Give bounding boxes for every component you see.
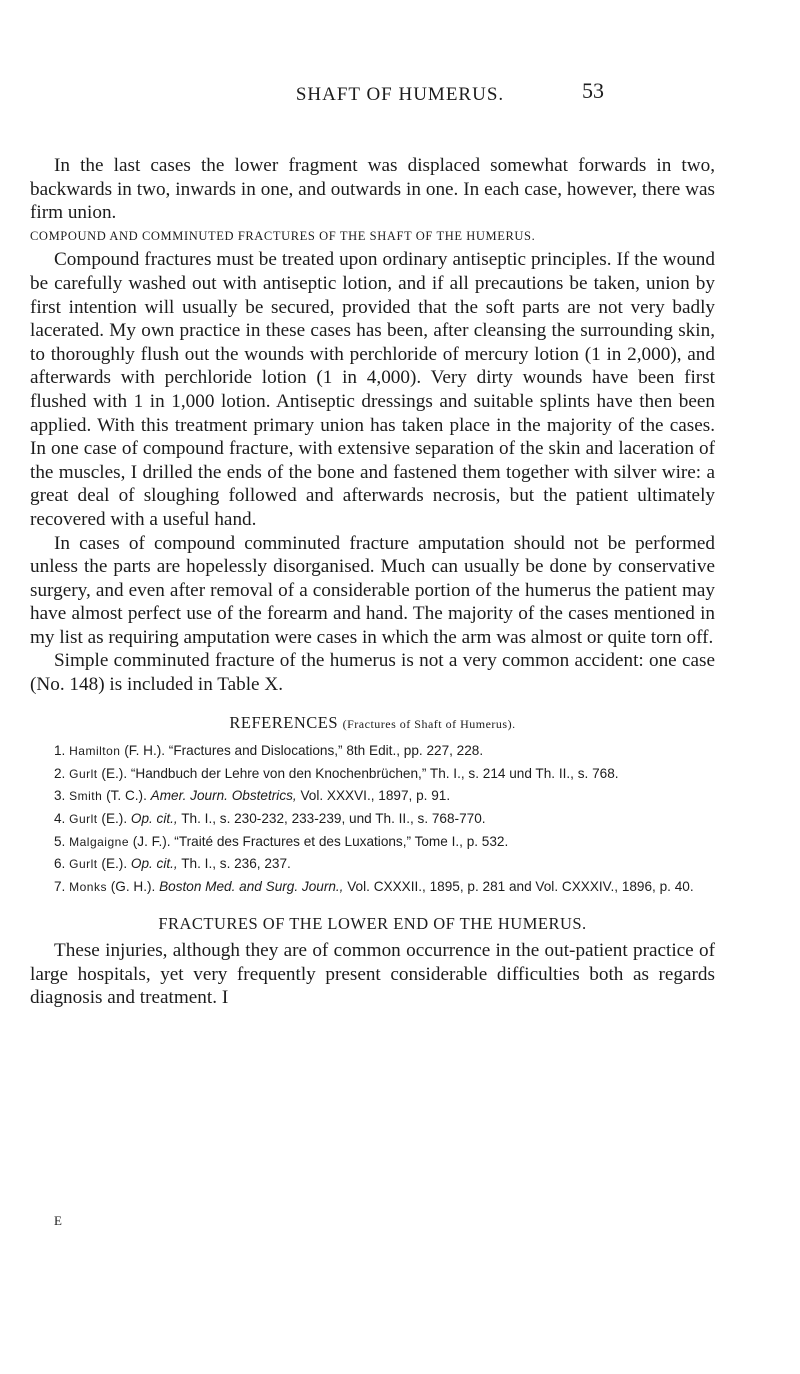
reference-author: Smith — [69, 789, 103, 804]
reference-author: Gurlt — [69, 812, 98, 827]
reference-journal: Boston Med. and Surg. Journ., — [159, 878, 344, 894]
reference-journal: Amer. Journ. Obstetrics, — [150, 788, 297, 804]
signature-mark: E — [54, 1213, 62, 1228]
reference-journal: Op. cit., — [130, 811, 178, 827]
reference-item: 4. Gurlt (E.). Op. cit., Th. I., s. 230-232, 233-239, und Th. II., s. 768-770. — [54, 811, 486, 827]
reference-author: Monks — [69, 879, 107, 894]
page-number: 53 — [582, 78, 604, 103]
compound-paragraph: Compound fractures must be treated upon ordinary antiseptic principles. If the wound be carefully washed out with antiseptic lotion, and if all precautions be taken, union by first intention will usually be secured, provided that the soft parts are not very badly lacerated. My own practice in these cases has been, after cleansing the surrounding skin, to thoroughly flush out the wounds with perchloride of mercury lotion (1 in 2,000), and afterwards with perchloride lotion (1 in 4,000). Very dirty wounds have been first flushed with 1 in 1,000 lotion. Antiseptic dressings and suitable splints have then been applied. With this treatment primary union has taken place in the majority of the cases. In one case of compound fracture, with extensive separation of the skin and laceration of the muscles, I drilled the ends of the bone and fastened them together with silver wire: a great deal of sloughing followed and afterwards necrosis, but the patient ultimately recovered with a useful hand. — [30, 249, 715, 530]
references-title-main: REFERENCES — [229, 712, 338, 732]
running-head: SHAFT OF HUMERUS. — [295, 84, 505, 105]
reference-item: 3. Smith (T. C.). Amer. Journ. Obstetrics, Vol. XXXVI., 1897, p. 91. — [54, 788, 451, 804]
reference-author: Gurlt — [69, 766, 98, 781]
compound-heading: COMPOUND AND COMMINUTED FRACTURES OF THE SHAFT OF THE HUMERUS. — [30, 228, 536, 243]
reference-item: 1. Hamilton (F. H.). “Fractures and Dislocations,” 8th Edit., pp. 227, 228. — [54, 743, 484, 759]
comminuted-paragraph: In cases of compound comminuted fracture amputation should not be performed unless the parts are hopelessly disorganised. Much can usually be done by conservative surgery, and even after removal of a considerable portion of the humerus the patient may have almost perfect use of the forearm and hand. The majority of the cases mentioned in my list as requiring amputation were cases in which the arm was almost or quite torn off. — [30, 532, 715, 648]
simple-paragraph: Simple comminuted fracture of the humerus is not a very common accident: one case (No. 148) is included in Table X. — [30, 650, 715, 696]
intro-paragraph: In the last cases the lower fragment was displaced somewhat forwards in two, backwards in two, inwards in one, and outwards in one. In each case, however, there was firm union. — [30, 155, 715, 224]
reference-journal: Op. cit., — [130, 856, 178, 872]
reference-author: Gurlt — [69, 857, 98, 872]
lower-end-paragraph: These injuries, although they are of common occurrence in the out-patient practice of large hospitals, yet very frequently present considerable difficulties both as regards diagnosis and treatment. I — [30, 940, 715, 1009]
reference-author: Malgaigne — [69, 834, 129, 849]
lower-end-heading: FRACTURES OF THE LOWER END OF THE HUMERUS. — [158, 914, 587, 934]
references-title — [30, 711, 715, 737]
reference-item: 5. Malgaigne (J. F.). “Traité des Fractures et des Luxations,” Tome I., p. 532. — [54, 833, 509, 849]
reference-item: 7. Monks (G. H.). Boston Med. and Surg. Journ., Vol. CXXXII., 1895, p. 281 and Vol. CXXXIV., 1896, p. 40. — [54, 878, 694, 894]
body-text — [30, 154, 715, 1010]
references-list — [30, 740, 715, 898]
reference-author: Hamilton — [69, 744, 121, 759]
reference-item: 6. Gurlt (E.). Op. cit., Th. I., s. 236, 237. — [54, 856, 291, 872]
reference-item: 2. Gurlt (E.). “Handbuch der Lehre von den Knochenbrüchen,” Th. I., s. 214 und Th. II., s. 768. — [54, 765, 619, 781]
references-title-sub: (Fractures of Shaft of Humerus). — [342, 716, 516, 731]
